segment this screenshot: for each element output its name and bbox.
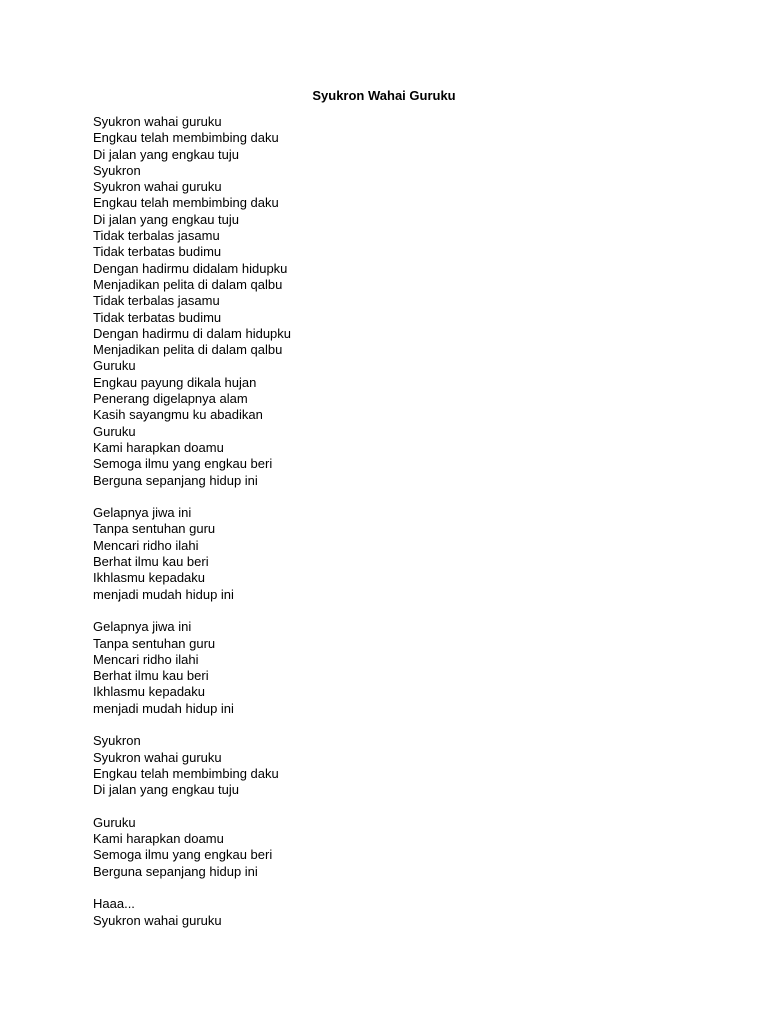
lyric-line: Syukron wahai guruku bbox=[93, 114, 222, 129]
lyric-line: Berhat ilmu kau beri bbox=[93, 554, 209, 570]
lyric-line: Engkau payung dikala hujan bbox=[93, 374, 257, 390]
lyric-line: Gelapnya jiwa ini bbox=[93, 505, 192, 521]
lyric-line: Kami harapkan doamu bbox=[93, 831, 224, 847]
lyric-line: Guruku bbox=[93, 814, 136, 830]
lyric-line: Ikhlasmu kepadaku bbox=[93, 570, 206, 586]
lyric-line: Dengan hadirmu didalam hidupku bbox=[93, 260, 288, 276]
lyrics-body bbox=[93, 114, 693, 929]
lyric-line: Syukron wahai guruku bbox=[93, 912, 222, 928]
lyric-line: Di jalan yang engkau tuju bbox=[93, 211, 239, 227]
blank-line bbox=[93, 603, 693, 619]
lyric-line: Guruku bbox=[93, 358, 136, 374]
lyric-line: Berguna sepanjang hidup ini bbox=[93, 863, 258, 879]
lyric-line: Syukron wahai guruku bbox=[93, 179, 222, 195]
lyric-line: Tidak terbatas budimu bbox=[93, 309, 222, 325]
blank-line bbox=[93, 798, 693, 814]
lyric-line: Berhat ilmu kau beri bbox=[93, 668, 209, 684]
lyric-line: Ikhlasmu kepadaku bbox=[93, 684, 206, 700]
blank-line bbox=[93, 489, 693, 505]
lyric-line: menjadi mudah hidup ini bbox=[93, 700, 234, 716]
lyric-line: Di jalan yang engkau tuju bbox=[93, 146, 239, 162]
lyric-line: Syukron bbox=[93, 162, 141, 178]
lyric-line: Mencari ridho ilahi bbox=[93, 537, 199, 553]
blank-line bbox=[93, 880, 693, 896]
lyric-line: Kasih sayangmu ku abadikan bbox=[93, 407, 263, 423]
lyric-line: Syukron wahai guruku bbox=[93, 749, 222, 765]
lyric-line: Tidak terbalas jasamu bbox=[93, 228, 220, 244]
lyric-line: Kami harapkan doamu bbox=[93, 439, 224, 455]
document-title: Syukron Wahai Guruku bbox=[312, 88, 456, 103]
lyric-line: Engkau telah membimbing daku bbox=[93, 130, 279, 146]
lyric-line: Tidak terbalas jasamu bbox=[93, 293, 220, 309]
lyric-line: Semoga ilmu yang engkau beri bbox=[93, 456, 273, 472]
lyric-line: Menjadikan pelita di dalam qalbu bbox=[93, 342, 283, 358]
lyric-line: Berguna sepanjang hidup ini bbox=[93, 472, 258, 488]
lyric-line: Semoga ilmu yang engkau beri bbox=[93, 847, 273, 863]
lyric-line: Engkau telah membimbing daku bbox=[93, 765, 279, 781]
lyric-line: Di jalan yang engkau tuju bbox=[93, 782, 239, 798]
lyric-line: Dengan hadirmu di dalam hidupku bbox=[93, 325, 292, 341]
blank-line bbox=[93, 717, 693, 733]
lyric-line: Gelapnya jiwa ini bbox=[93, 619, 192, 635]
lyric-line: Tidak terbatas budimu bbox=[93, 244, 222, 260]
lyric-line: Guruku bbox=[93, 423, 136, 439]
lyric-line: Tanpa sentuhan guru bbox=[93, 635, 216, 651]
lyric-line: Haaa... bbox=[93, 896, 135, 912]
lyric-line: Penerang digelapnya alam bbox=[93, 391, 248, 407]
lyric-line: Tanpa sentuhan guru bbox=[93, 521, 216, 537]
lyric-line: Engkau telah membimbing daku bbox=[93, 195, 279, 211]
lyric-line: menjadi mudah hidup ini bbox=[93, 586, 234, 602]
lyric-line: Menjadikan pelita di dalam qalbu bbox=[93, 276, 283, 292]
lyric-line: Mencari ridho ilahi bbox=[93, 651, 199, 667]
lyric-line: Syukron bbox=[93, 733, 141, 749]
